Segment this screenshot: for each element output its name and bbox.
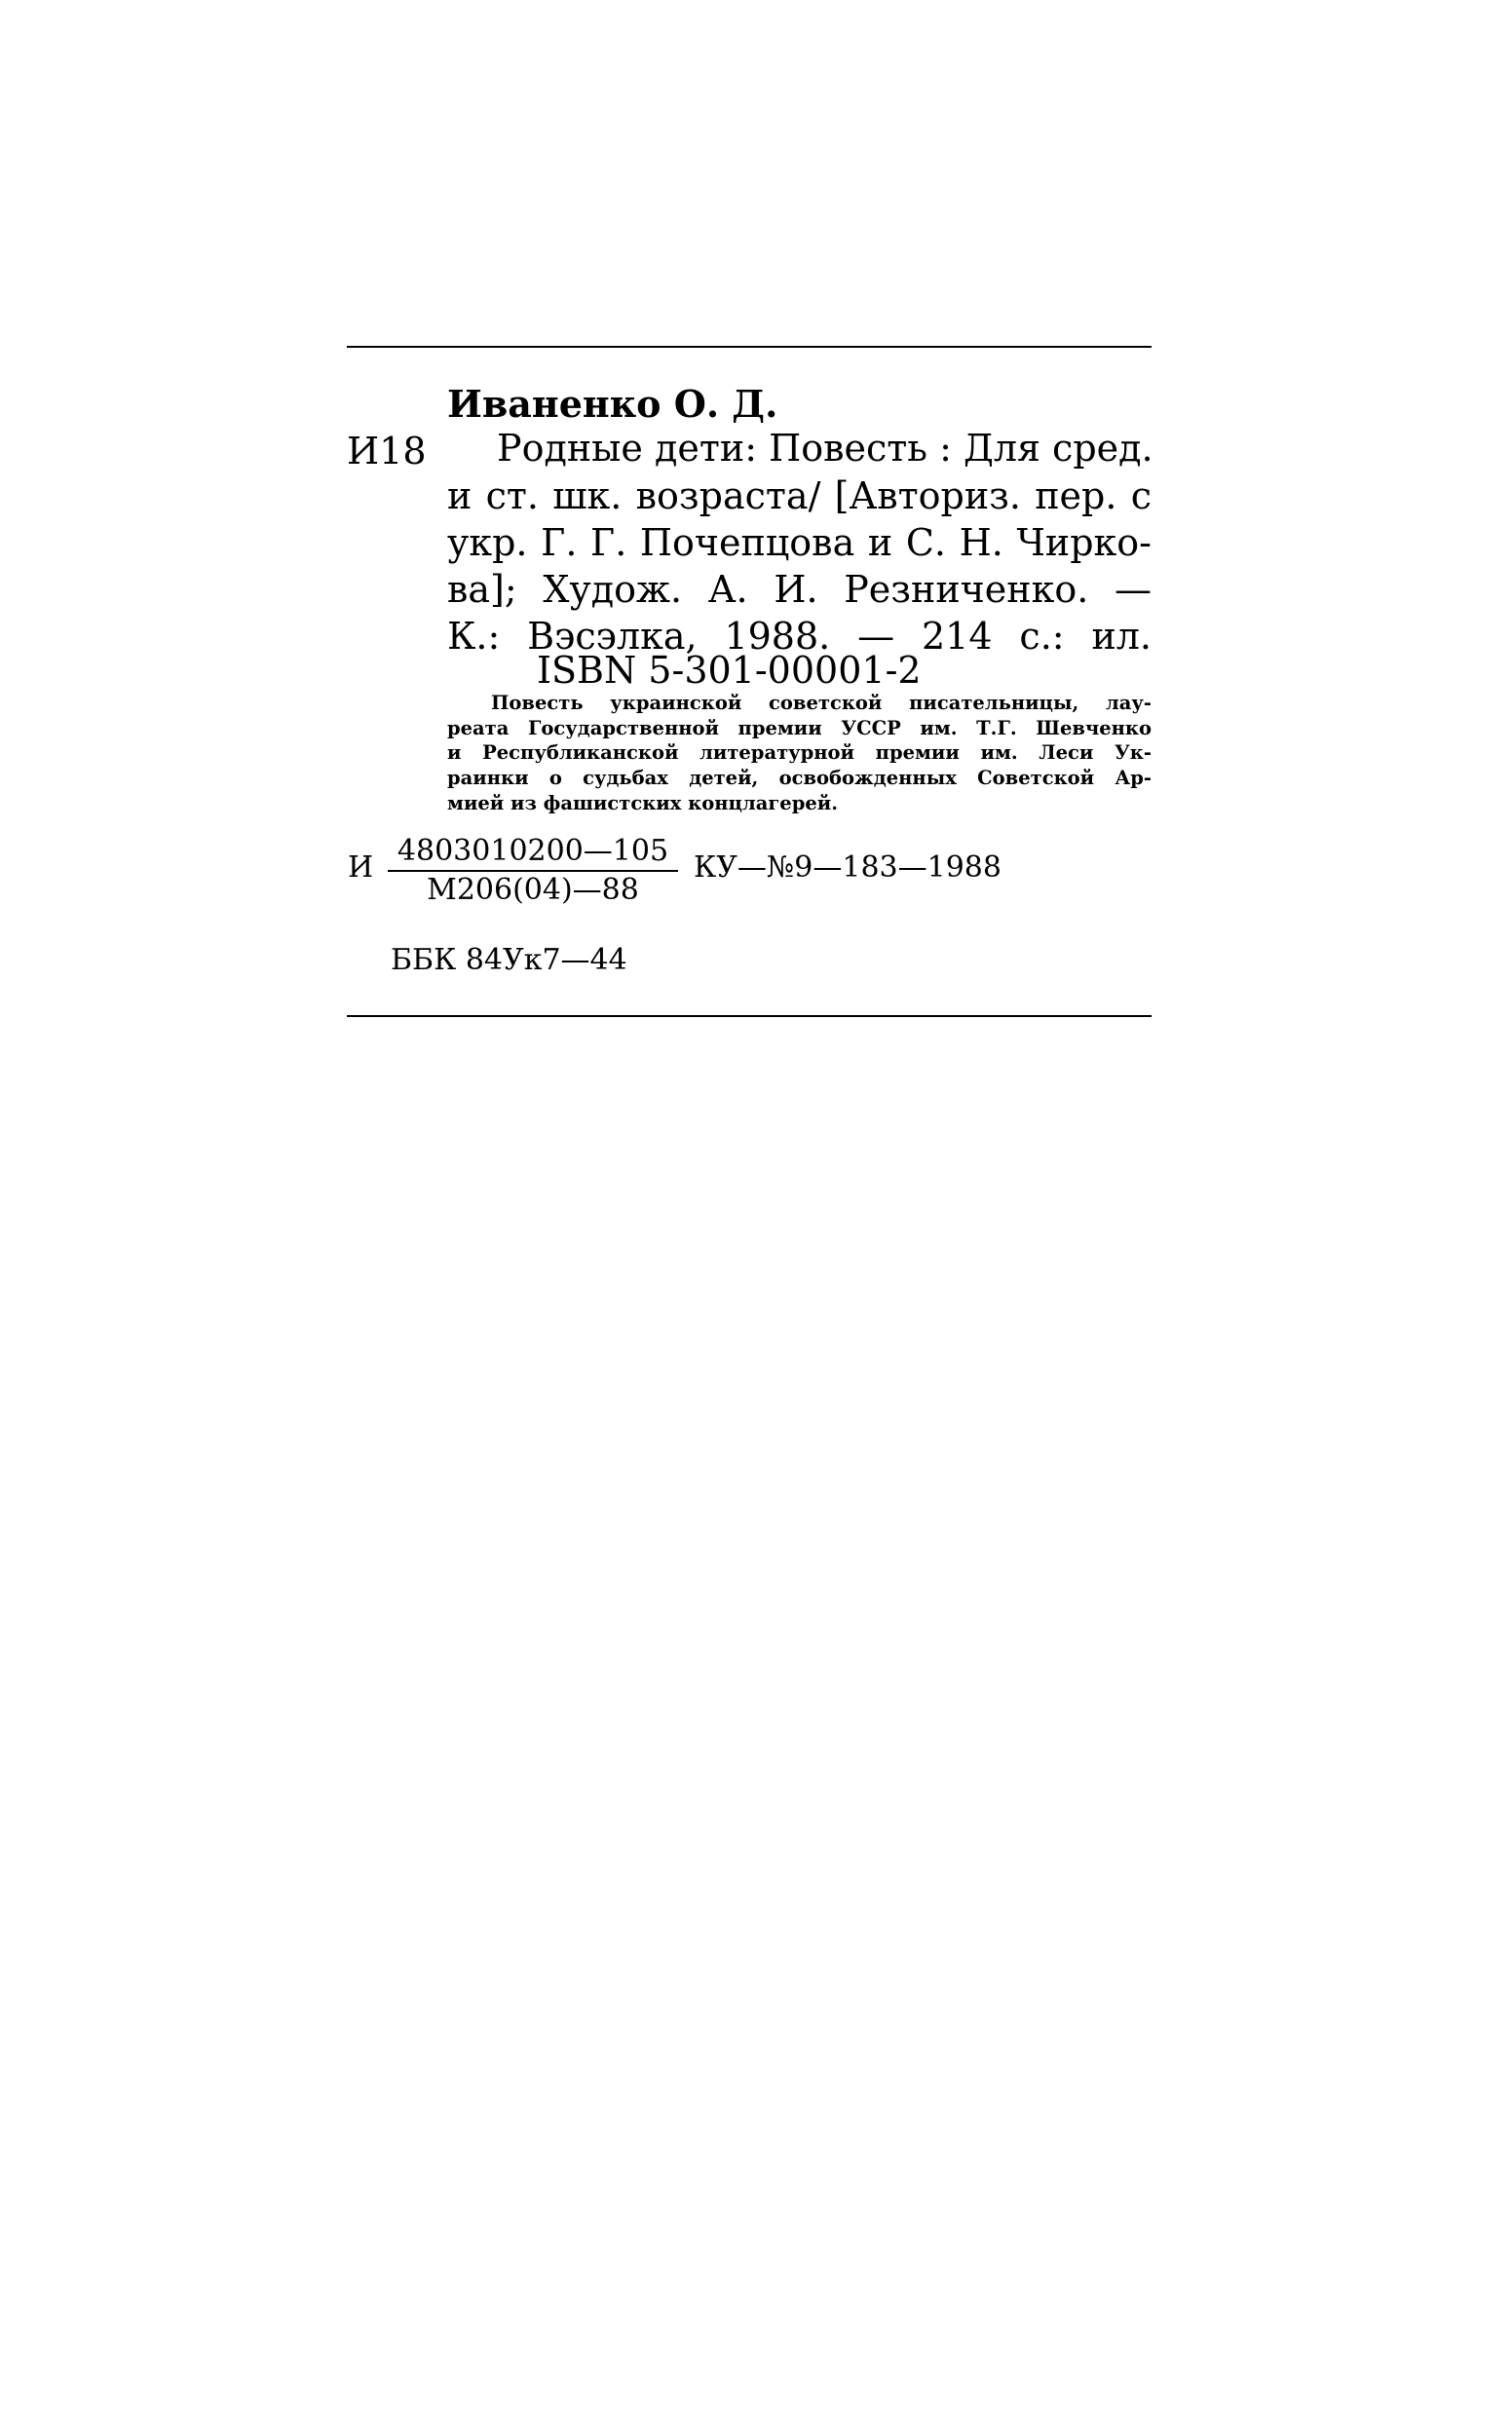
publishing-index-fraction — [388, 834, 678, 907]
annotation-line: Повесть украинской советской писательницы, лау- — [491, 692, 1152, 714]
bottom-rule — [347, 1015, 1152, 1017]
isbn: ISBN 5-301-00001-2 — [537, 649, 922, 692]
description-line: ва]; Худож. А. И. Резниченко. — — [447, 568, 1152, 611]
description-line: и ст. шк. возраста/ [Авториз. пер. с — [447, 474, 1152, 517]
fraction-numerator: 4803010200—105 — [397, 834, 669, 868]
fraction-denominator: М206(04)—88 — [427, 873, 639, 907]
top-rule — [347, 346, 1152, 348]
description-line: К.: Вэсэлка, 1988. — 214 с.: ил. — [447, 615, 1152, 658]
description-line: укр. Г. Г. Почепцова и С. Н. Чирко- — [447, 521, 1152, 564]
ku-code: КУ—№9—183—1988 — [694, 850, 1002, 885]
author-name: Иваненко О. Д. — [447, 382, 778, 426]
index-letter: И — [348, 850, 374, 885]
annotation-line: и Республиканской литературной премии им. Леси Ук- — [447, 741, 1152, 764]
description-line: Родные дети: Повесть : Для сред. — [497, 427, 1153, 470]
bbk-code: ББК 84Ук7—44 — [391, 943, 627, 977]
catalog-code: И18 — [347, 430, 427, 472]
annotation-line: реата Государственной премии УССР им. Т.Г. Шевченко — [447, 717, 1152, 739]
annotation-line: раинки о судьбах детей, освобожденных Советской Ар- — [447, 767, 1152, 789]
annotation-line: мией из фашистских концлагерей. — [447, 792, 838, 814]
